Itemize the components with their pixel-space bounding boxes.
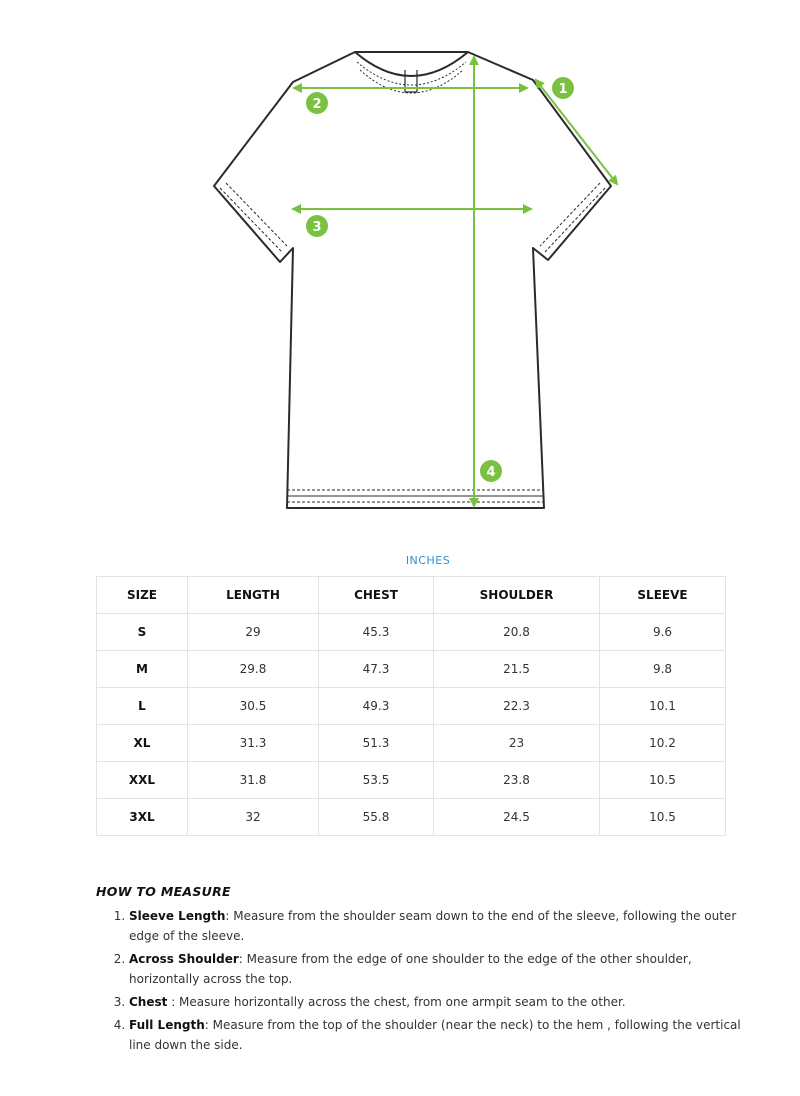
cell-chest: 55.8	[319, 799, 434, 836]
header-size: SIZE	[97, 577, 188, 614]
cell-size: 3XL	[97, 799, 188, 836]
instruction-term: Across Shoulder	[129, 952, 239, 966]
size-chart-table	[96, 576, 726, 836]
instruction-item	[129, 949, 749, 989]
cell-sleeve: 9.8	[600, 651, 726, 688]
table-row	[97, 725, 726, 762]
table-header-row	[97, 577, 726, 614]
instruction-item	[129, 906, 749, 946]
instruction-text: Measure from the edge of one shoulder to the edge of the other shoulder, horizontally across the top.	[129, 952, 692, 986]
table-row	[97, 799, 726, 836]
cell-length: 30.5	[188, 688, 319, 725]
instruction-text: Measure from the top of the shoulder (near the neck) to the hem , following the vertical line down the side.	[129, 1018, 741, 1052]
cell-chest: 45.3	[319, 614, 434, 651]
cell-size: M	[97, 651, 188, 688]
header-sleeve: SLEEVE	[600, 577, 726, 614]
cell-chest: 49.3	[319, 688, 434, 725]
cell-shoulder: 23	[434, 725, 600, 762]
cell-size: L	[97, 688, 188, 725]
cell-length: 31.3	[188, 725, 319, 762]
cell-size: XXL	[97, 762, 188, 799]
cell-sleeve: 10.2	[600, 725, 726, 762]
cell-sleeve: 10.1	[600, 688, 726, 725]
cell-length: 31.8	[188, 762, 319, 799]
marker-label-1: 1	[558, 82, 568, 97]
cell-length: 32	[188, 799, 319, 836]
instruction-separator: :	[238, 952, 243, 966]
cell-shoulder: 23.8	[434, 762, 600, 799]
cell-chest: 53.5	[319, 762, 434, 799]
instruction-separator: :	[204, 1018, 209, 1032]
header-shoulder: SHOULDER	[434, 577, 600, 614]
table-row	[97, 762, 726, 799]
measurement-instructions	[96, 906, 749, 1058]
marker-label-2: 2	[312, 97, 322, 112]
cell-sleeve: 10.5	[600, 799, 726, 836]
header-length: LENGTH	[188, 577, 319, 614]
cell-shoulder: 24.5	[434, 799, 600, 836]
table-row	[97, 614, 726, 651]
cell-size: S	[97, 614, 188, 651]
cell-shoulder: 20.8	[434, 614, 600, 651]
cell-length: 29.8	[188, 651, 319, 688]
marker-label-4: 4	[486, 465, 496, 480]
instruction-item	[129, 992, 749, 1012]
instruction-text: Measure horizontally across the chest, from one armpit seam to the other.	[175, 995, 626, 1009]
cell-sleeve: 9.6	[600, 614, 726, 651]
table-row	[97, 688, 726, 725]
table-row	[97, 651, 726, 688]
cell-length: 29	[188, 614, 319, 651]
cell-size: XL	[97, 725, 188, 762]
instruction-item	[129, 1015, 749, 1055]
cell-chest: 51.3	[319, 725, 434, 762]
tshirt-outline	[214, 52, 611, 508]
instruction-term: Full Length	[129, 1018, 205, 1032]
cell-sleeve: 10.5	[600, 762, 726, 799]
how-to-measure-heading: HOW TO MEASURE	[96, 884, 231, 899]
instruction-term: Chest	[129, 995, 168, 1009]
instruction-separator: :	[167, 995, 176, 1009]
marker-label-3: 3	[312, 220, 322, 235]
cell-chest: 47.3	[319, 651, 434, 688]
cell-shoulder: 22.3	[434, 688, 600, 725]
unit-label: INCHES	[405, 554, 451, 567]
instruction-term: Sleeve Length	[129, 909, 226, 923]
instruction-separator: :	[225, 909, 230, 923]
cell-shoulder: 21.5	[434, 651, 600, 688]
tshirt-measurement-diagram	[200, 40, 640, 520]
instruction-text: Measure from the shoulder seam down to the end of the sleeve, following the outer edge of the sleeve.	[129, 909, 737, 943]
header-chest: CHEST	[319, 577, 434, 614]
